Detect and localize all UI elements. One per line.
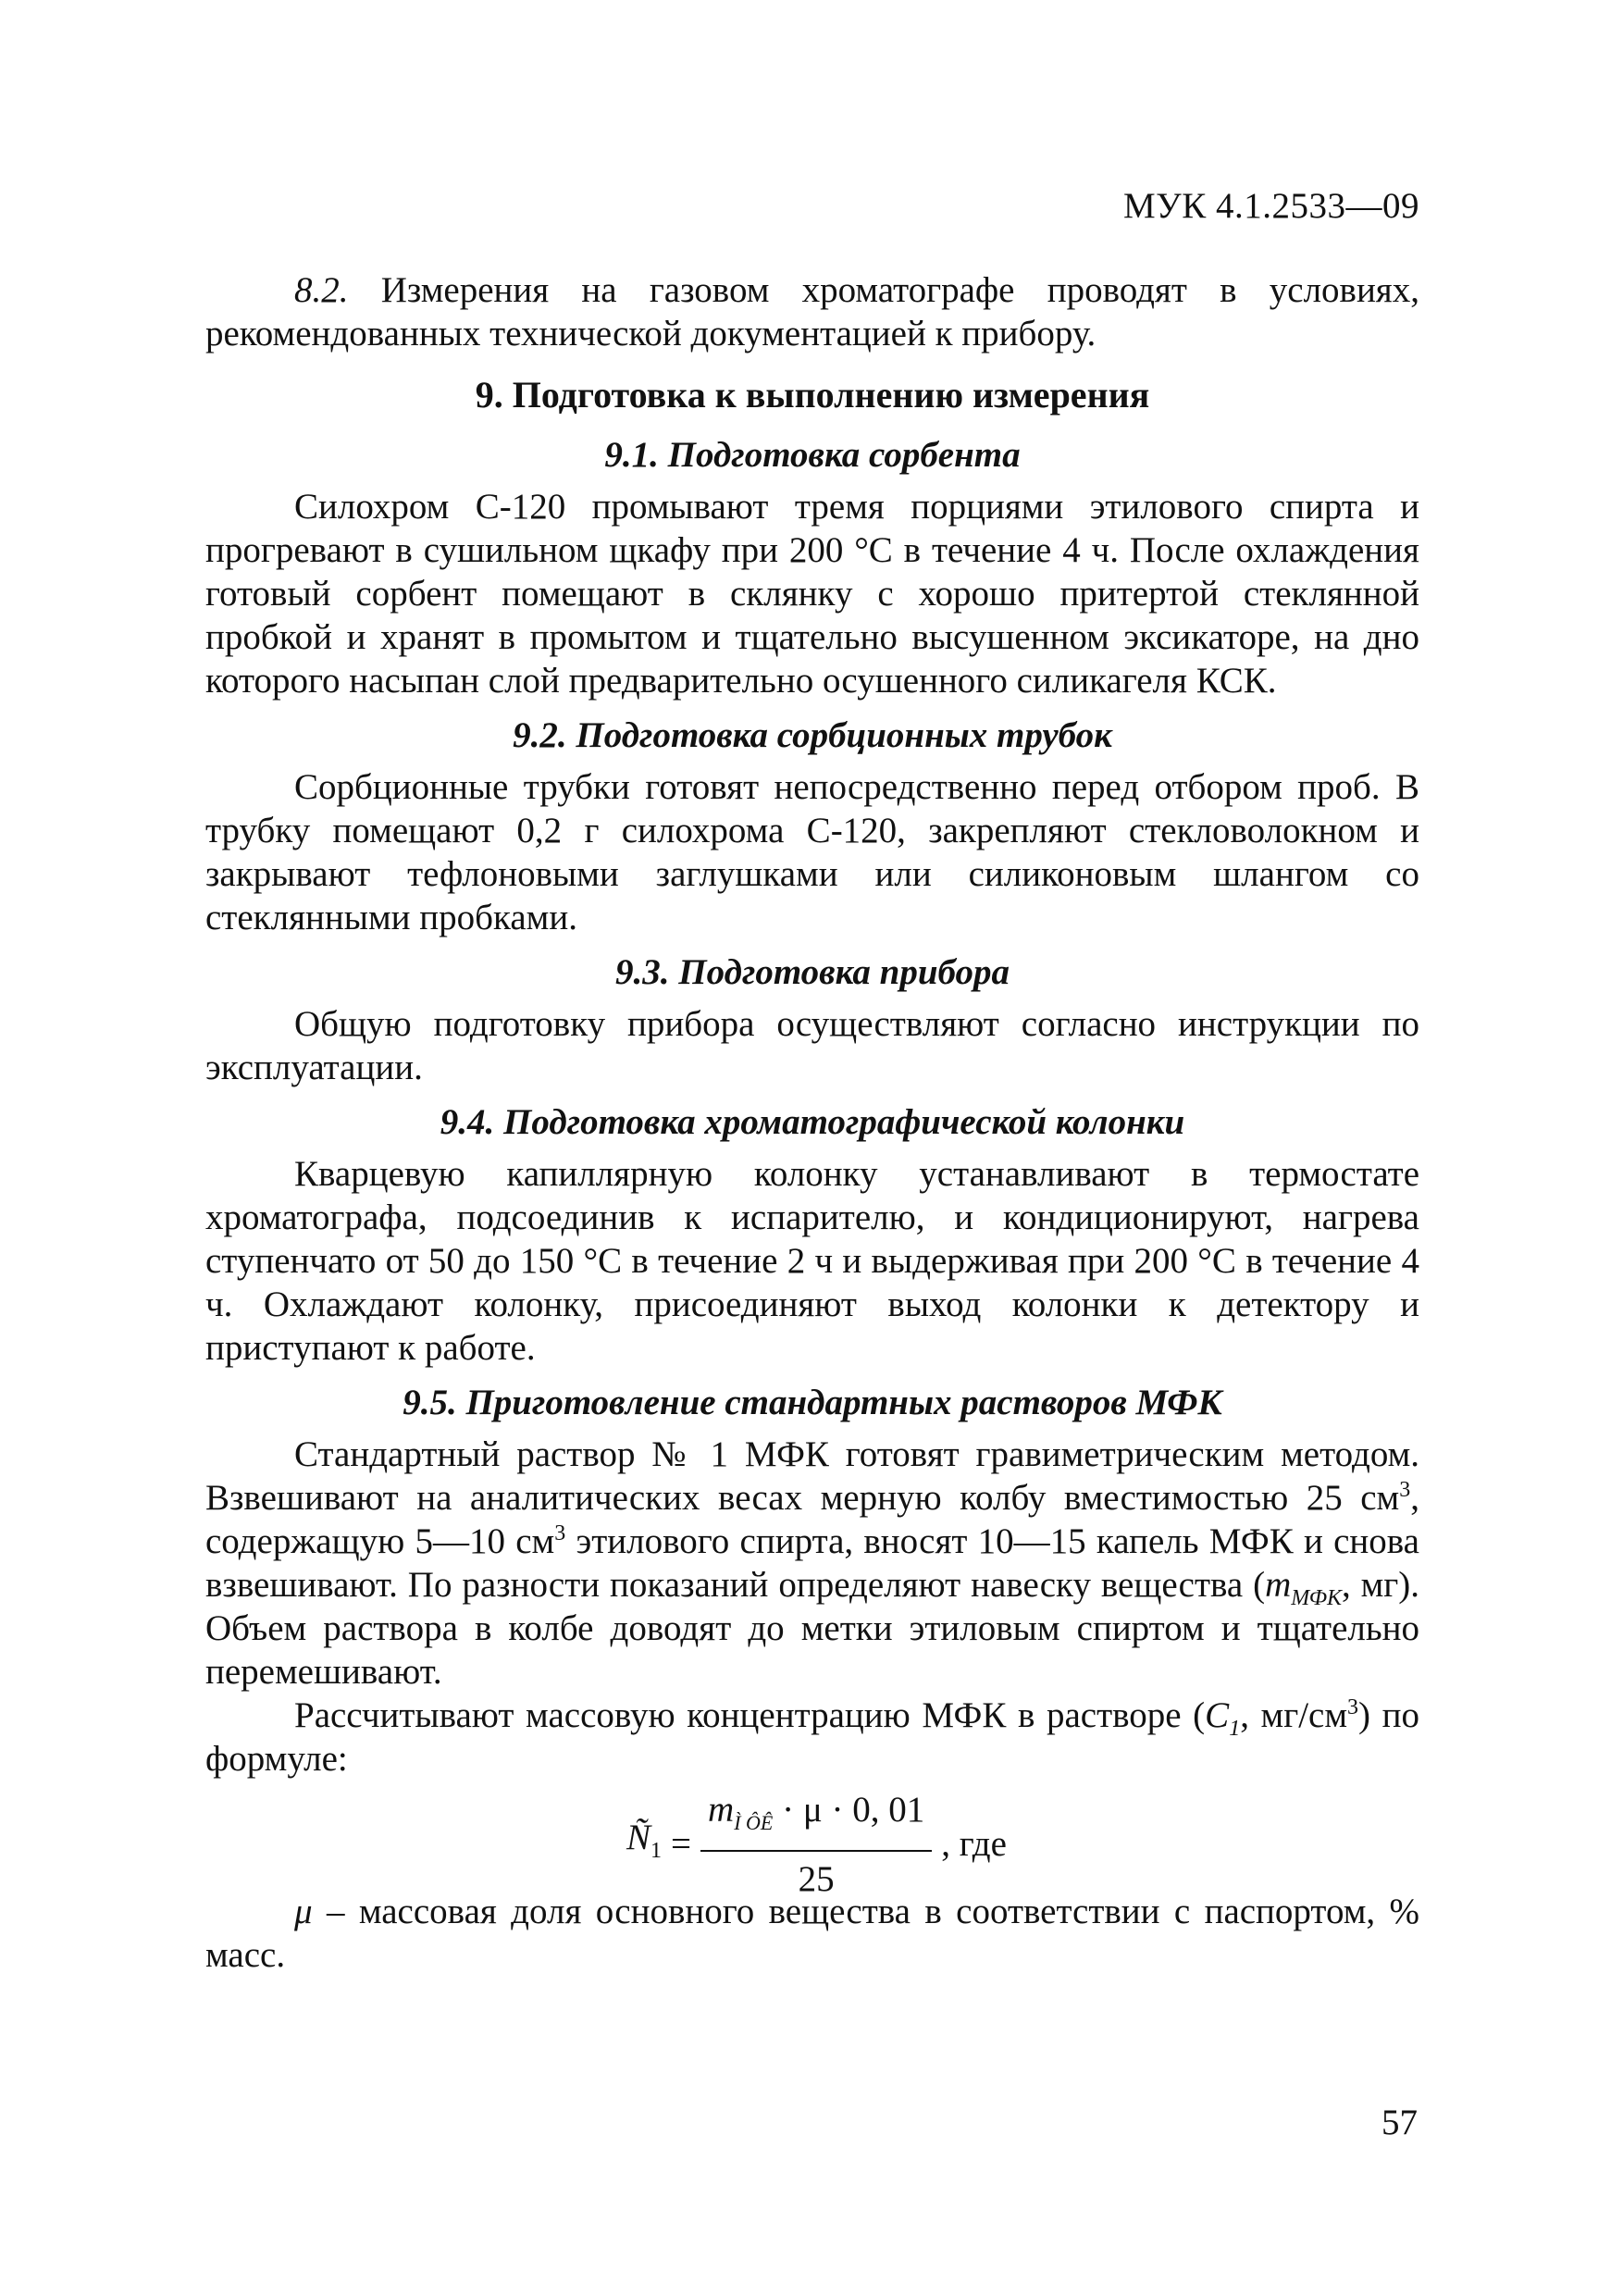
formula-equals: = [671,1824,692,1865]
paragraph-9-5-1 [205,1433,1419,1694]
text-run: – массовая доля основного вещества в соответствии с паспортом, % масс. [205,1892,1419,1975]
subscript: МФК [1291,1585,1342,1610]
section-heading-9: 9. Подготовка к выполнению измерения [475,374,1150,416]
superscript: 3 [1399,1478,1411,1502]
subsection-heading-9-2: 9.2. Подготовка сорбционных трубок [513,715,1112,755]
paragraph-9-5-3 [205,1890,1419,1977]
superscript: 3 [1347,1695,1359,1719]
formula-lhs-symbol: Ñ [626,1818,651,1857]
subsection-heading-9-5: 9.5. Приготовление стандартных растворов МФК [403,1383,1222,1422]
page-number: 57 [1381,2103,1418,2142]
paragraph-9-4: Кварцевую капиллярную колонку устанавливают в термостате хроматографа, подсоединив к испарителю, и кондиционируют, нагрева ступенчато от 50 до 150 °С в течение 2 ч и выдерживая при 200 °С в течение 4 ч. Охлаждают колонку, присоединяют выход колонки к детектору и приступают к работе. [205,1154,1419,1368]
numerator-subscript: Ì ÔÊ [734,1810,774,1834]
paragraph-9-2: Сорбционные трубки готовят непосредственно перед отбором проб. В трубку помещают 0,2 г силохрома С-120, закрепляют стекловолокном и закрывают тефлоновыми заглушками или силиконовым шлангом со стеклянными пробками. [205,767,1419,937]
mu-symbol: μ [294,1892,313,1931]
formula-denominator: 25 [798,1858,835,1899]
formula-block [205,1784,1419,1899]
text-run: этилового спирта, вносят 10—15 капель МФК и снова взвешивают. По разности показаний определяют навеску вещества ( [205,1521,1419,1605]
variable-c: C [1205,1695,1230,1735]
formula-fraction [700,1788,932,1901]
subsection-heading-9-4: 9.4. Подготовка хроматографической колонки [440,1102,1185,1142]
formula-lhs [626,1816,662,1873]
page-content [205,268,1419,1977]
text-run: , мг). Объем раствора в колбе доводят до метки этиловым спиртом и тщательно перемешивают. [205,1565,1419,1692]
concentration-formula [626,1788,1007,1901]
document-code-header: МУК 4.1.2533—09 [1122,186,1419,226]
text-run: , мг/см [1240,1695,1348,1735]
subscript: 1 [1229,1716,1241,1741]
subsection-heading-9-1: 9.1. Подготовка сорбента [604,435,1021,475]
paragraph-9-5-2 [205,1694,1419,1781]
text-run: Стандартный раствор № 1 МФК готовят гравиметрическим методом. Взвешивают на аналитических весах мерную колбу вместимостью 25 см [205,1434,1419,1518]
paragraph-9-1: Силохром С-120 промывают тремя порциями этилового спирта и прогревают в сушильном щкафу при 200 °С в течение 4 ч. После охлаждения готовый сорбент помещают в склянку с хорошо притертой стеклянной пробкой и хранят в промытом и тщательно высушенном эксикаторе, на дно которого насыпан слой предварительно осушенного силикагеля КСК. [205,487,1419,701]
text-run: ) по формуле: [205,1695,1419,1779]
formula-numerator [700,1788,932,1852]
numerator-variable: m [708,1790,735,1830]
paragraph-text: Измерения на газовом хроматографе проводят в условиях, рекомендованных технической документацией к прибору. [205,270,1419,354]
subsection-heading-9-3: 9.3. Подготовка прибора [615,952,1010,992]
paragraph-8-2 [205,268,1419,355]
paragraph-9-3: Общую подготовку прибора осуществляют согласно инструкции по эксплуатации. [205,1004,1419,1087]
numerator-rest: · μ · 0, 01 [773,1790,925,1830]
variable-m: m [1265,1565,1292,1605]
formula-lhs-subscript: 1 [650,1838,663,1863]
formula-tail: , где [941,1824,1007,1865]
superscript: 3 [554,1521,566,1545]
clause-number: 8.2. [294,270,349,310]
text-run: Рассчитывают массовую концентрацию МФК в растворе ( [294,1695,1206,1735]
text-run: , содержащую 5—10 см [205,1478,1419,1561]
